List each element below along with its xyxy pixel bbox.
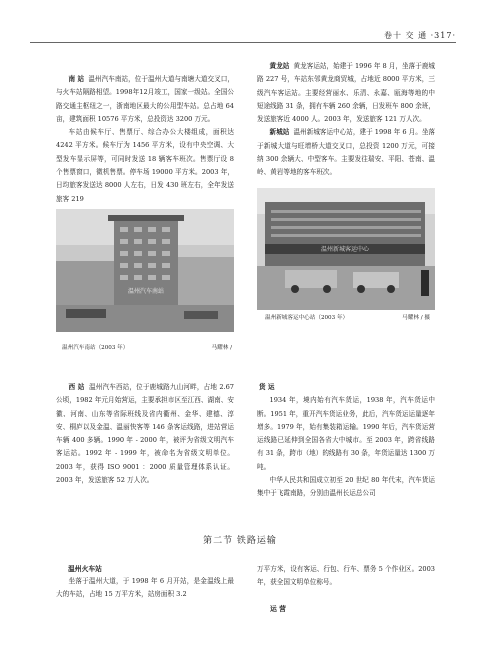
bottom-left-column	[56, 575, 234, 602]
photo-wenzhou-south-station	[56, 209, 234, 332]
header-rule	[30, 42, 456, 43]
paragraph: 中华人民共和国成立初至 20 世纪 80 年代末，汽车货运集中于飞霞南路，分别由温州长运总公司	[257, 476, 435, 498]
left-mid-column	[56, 381, 234, 487]
entry-text: 温州新城客运中心站，建于 1998 年 6 月。坐落于新城大道与旺增桥大道交叉口，总投资 1200 万元，可接纳 300 余辆大、中型客车。主要发往瑞安、平阳、苍南、温岭、黄岩等地的客车班次。	[257, 128, 436, 177]
subsection-title: 货 运	[259, 383, 275, 391]
photo-sign-text: 温州汽车南站	[127, 288, 165, 295]
entry-title: 黄龙站	[269, 62, 290, 70]
entry-text: 黄龙客运站，始建于 1996 年 8 月，坐落于鹿城路 227 号，车站东邻黄龙商贸城，占地近 8000 平方米，三级汽车客运站。主要经营丽水、乐清、永嘉、瓯海等地的中短途线路 31 条，拥有车辆 260 余辆，日发班车 800 余班，发送旅客近 4000 人。2003 年，发送旅客 121 万人次。	[257, 62, 436, 124]
caption-text: 温州汽车南站（2003 年）	[62, 345, 129, 351]
entry-title: 南 站	[68, 75, 85, 83]
photo-caption-left	[62, 343, 232, 351]
right-top-column	[257, 60, 435, 185]
caption-credit: 马耀林 / 摄	[402, 315, 430, 321]
photo-xincheng-station	[257, 188, 435, 310]
paragraph: 车站由候车厅、售票厅、综合办公大楼组成，面积达 4242 平方米。候车厅为 1456 平方米，设有中央空调、大型发车显示屏等，可同时发送 18 辆客车班次。售票厅设 8 个售票窗口，微机售票。停车场 19000 平方米。2003 年，日均旅客发送达 8000 人左右，日发 430 班左右，全年发送旅客 219	[56, 128, 234, 203]
paragraph: 1934 年，境内始有汽车货运，1938 年，汽车货运中断。1951 年，重开汽车货运业务，此后，汽车货运运量逐年增多。1979 年，始有集装箱运输。1990 年后，汽车货运营运线路已延伸到全国各省大中城市。至 2003 年，跨省线路有 31 条，跨市（地）的线路有 30 条，年货运量达 1300 万吨。	[257, 396, 436, 471]
paragraph	[257, 60, 435, 126]
subsection-title: 温州火车站	[68, 565, 102, 573]
photo-sign-text: 温州新城客运中心	[320, 246, 370, 253]
paragraph: 坐落于温州大道，于 1998 年 6 月开站，是金温线上最大的车站，占地 15 万平方米，站房面积 3.2	[56, 577, 234, 599]
left-top-column	[56, 73, 235, 203]
entry-text: 温州汽车南站，位于温州大道与南塘大道交叉口，与火车站隔路相望。1998年12月竣工，国家一级站。全国公路交通主枢纽之一，浙南地区最大的公用型车站。总占地 64 亩，建筑面积 10576 平方米，总投资达 3200 万元。	[56, 75, 235, 123]
section-heading: 第二节 铁路运输	[203, 536, 277, 546]
entry-title: 西 站	[68, 383, 85, 391]
subsection-title: 运 营	[270, 605, 286, 613]
photo-caption-right	[265, 313, 430, 321]
caption-credit: 马耀林 /	[211, 345, 232, 351]
paragraph	[56, 73, 234, 126]
right-mid-column	[257, 381, 435, 501]
caption-text: 温州新城客运中心站（2003 年）	[265, 315, 349, 321]
running-header: 卷十 交 通 ·317·	[384, 31, 456, 40]
entry-title: 新城站	[269, 128, 290, 137]
paragraph	[257, 126, 435, 179]
paragraph	[56, 381, 234, 487]
entry-text: 温州汽车西站，位于鹿城路九山河畔，占地 2.67 公顷，1982 年元月始营运，主要承担市区至江西、湖南、安徽、河南、山东等省际班线及省内衢州、金华、建德、淳安、桐庐以及金温、温丽快客等 146 条客运线路，进站营运车辆 400 多辆。1990 年 - 2000 年，被评为省级文明汽车客运站。1992 年 - 1999 年，被命名为省级文明单位。2003 年，获得 ISO 9001 ：2000 质量管理体系认证。2003 年，发送旅客 52 万人次。	[56, 383, 235, 485]
bottom-right-column	[257, 563, 435, 590]
paragraph: 万平方米，设有客运、行包、行车、票务 5 个作业区。2003 年，获全国文明单位称号。	[257, 565, 435, 587]
